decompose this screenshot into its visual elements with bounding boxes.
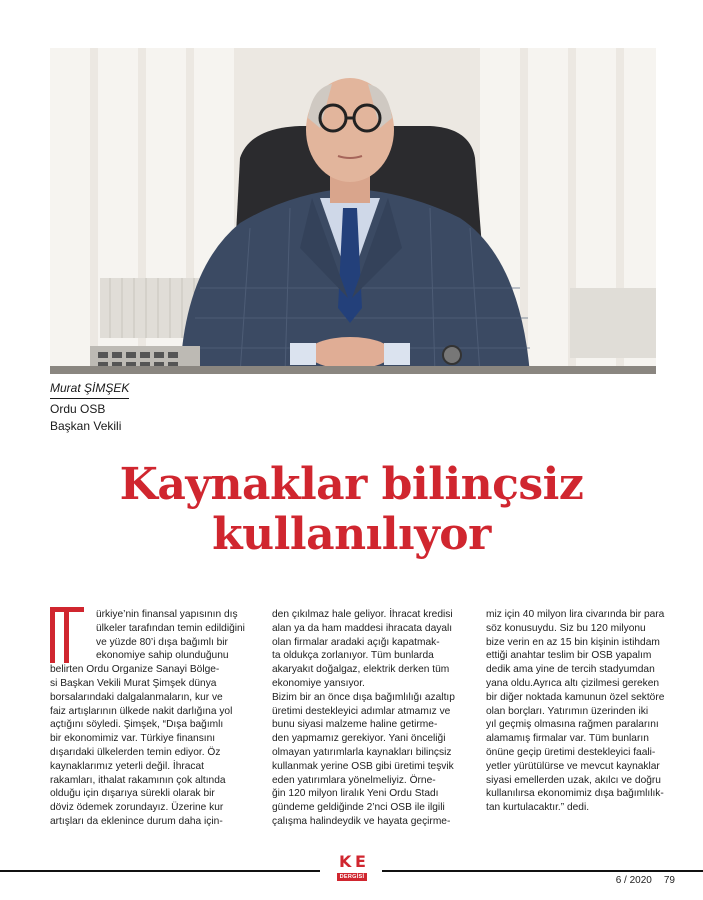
article-headline	[0, 460, 703, 560]
logo-subtitle: DERGİSİ	[337, 873, 367, 881]
headline-line-2: kullanılıyor	[212, 509, 491, 560]
article-line: bize verin en az 15 bin kişinin istihdam	[486, 636, 660, 648]
article-line: alan ya da ham maddesi ihracata dayalı	[272, 622, 453, 634]
article-line: bunu siyasi malzeme haline getirme-	[272, 719, 438, 731]
article-line: bir diğer noktada kamunun özel sektöre	[486, 691, 665, 703]
article-line: Bizim bir an önce dışa bağımlılığı azaltıp	[272, 691, 455, 703]
article-line: si Başkan Vekili Murat Şimşek dünya	[50, 677, 217, 689]
page-footer-info	[616, 875, 675, 886]
article-line: yetler yürütülürse ve mevcut kaynaklar	[486, 760, 660, 772]
article-line: tan kurtulacaktır.” dedi.	[486, 802, 590, 814]
article-line: ekonomiye sahip olunduğunu	[96, 650, 229, 662]
article-line: ettiği anahtar teslim bir OSB yapalım	[486, 650, 652, 662]
article-line: den yapmamız gerekiyor. Yani önceliği	[272, 733, 446, 745]
article-line: rakamları, ithalat rakamının çok altında	[50, 774, 226, 786]
article-line: kullanmak yerine OSB gibi üretimi teşvik	[272, 760, 454, 772]
article-line: kaynaklarımız yeterli değil. İhracat	[50, 760, 205, 772]
article-column-2	[272, 608, 467, 829]
article-line: akaryakıt doğalgaz, elektrik derken tüm	[272, 664, 450, 676]
article-line: ğin 120 milyon liralık Yeni Ordu Stadı	[272, 788, 439, 800]
person-organization: Ordu OSB	[50, 402, 106, 416]
article-line: üretimi destekleyici adımlar atmamız ve	[272, 705, 451, 717]
photo-caption	[50, 380, 129, 435]
article-column-3	[486, 608, 665, 815]
footer-divider-right	[382, 870, 703, 872]
article-line: açtığını söyledi. Şimşek, “Dışa bağımlı	[50, 719, 224, 731]
article-line: gündeme geldiğinde 2’nci OSB ile ilgili	[272, 802, 445, 814]
logo-mark: K E	[339, 852, 365, 871]
article-line: miz için 40 milyon lira civarında bir para	[486, 609, 665, 620]
article-line: kullanılırsa ekonomimiz dışa bağımlılık-	[486, 788, 664, 800]
article-line: ülkeler tarafından temin edildiğini	[96, 622, 245, 634]
magazine-logo	[337, 852, 367, 886]
article-line: siyasi emellerden uzak, akılcı ve doğru	[486, 774, 661, 786]
article-line: borsalarındaki dalgalanmaların, kur ve	[50, 691, 223, 703]
article-line: eden yatırımlara yönelmeliyiz. Örne-	[272, 774, 436, 786]
article-line: alamamış firmalar var. Tüm bunların	[486, 733, 649, 745]
article-line: ürkiye’nin finansal yapısının dış	[96, 609, 238, 620]
issue-date: 6 / 2020	[615, 875, 652, 886]
person-name: Murat ŞİMŞEK	[50, 380, 129, 399]
portrait-photo	[50, 48, 656, 374]
article-column-1	[50, 608, 250, 829]
article-line: yıl geçmiş olmasına rağmen paralarını	[486, 719, 659, 731]
article-line: döviz ödemek zorundayız. Üzerine kur	[50, 802, 224, 814]
article-line: dedik ama yine de tercih stadyumdan	[486, 664, 655, 676]
article-line: bir ekonomimiz var. Türkiye finansını	[50, 733, 216, 745]
article-line: ekonomiye yansıyor.	[272, 677, 365, 689]
article-line: önüne geçip üretimi destekleyici faali-	[486, 746, 656, 758]
article-line: olduğu için dışarıya sürekli olarak bir	[50, 788, 215, 800]
article-line: yana oldu.Ayrıca altı çizilmesi gereken	[486, 677, 660, 689]
article-line: faiz artışlarının ülkede nakit darlığına yol	[50, 705, 233, 717]
page-number: 79	[663, 875, 675, 886]
article-line: olan borçları. Yatırımın üzerinden iki	[486, 705, 649, 717]
footer-divider-left	[0, 870, 320, 872]
article-line: den çıkılmaz hale geliyor. İhracat kredisi	[272, 609, 453, 620]
headline-line-1: Kaynaklar bilinçsiz	[119, 459, 584, 510]
article-line: söz konusuydu. Siz bu 120 milyonu	[486, 622, 646, 634]
article-line: ta oldukça zorlanıyor. Tüm bunlarda	[272, 650, 434, 662]
article-line: olmayan yatırımlarla kaynakları bilinçsiz	[272, 746, 452, 758]
article-line: dışarıdaki ülkelerden temin ediyor. Öz	[50, 746, 221, 758]
person-title: Başkan Vekili	[50, 419, 122, 433]
article-line: belirten Ordu Organize Sanayi Bölge-	[50, 664, 220, 676]
article-line: artışları da eklenince durum daha için-	[50, 815, 223, 827]
article-line: çalışma halindeydik ve hayata geçirme-	[272, 815, 451, 827]
article-line: olan firmalar aradaki açığı kapatmak-	[272, 636, 440, 648]
article-line: ve yüzde 80’i dışa bağımlı bir	[96, 636, 228, 648]
